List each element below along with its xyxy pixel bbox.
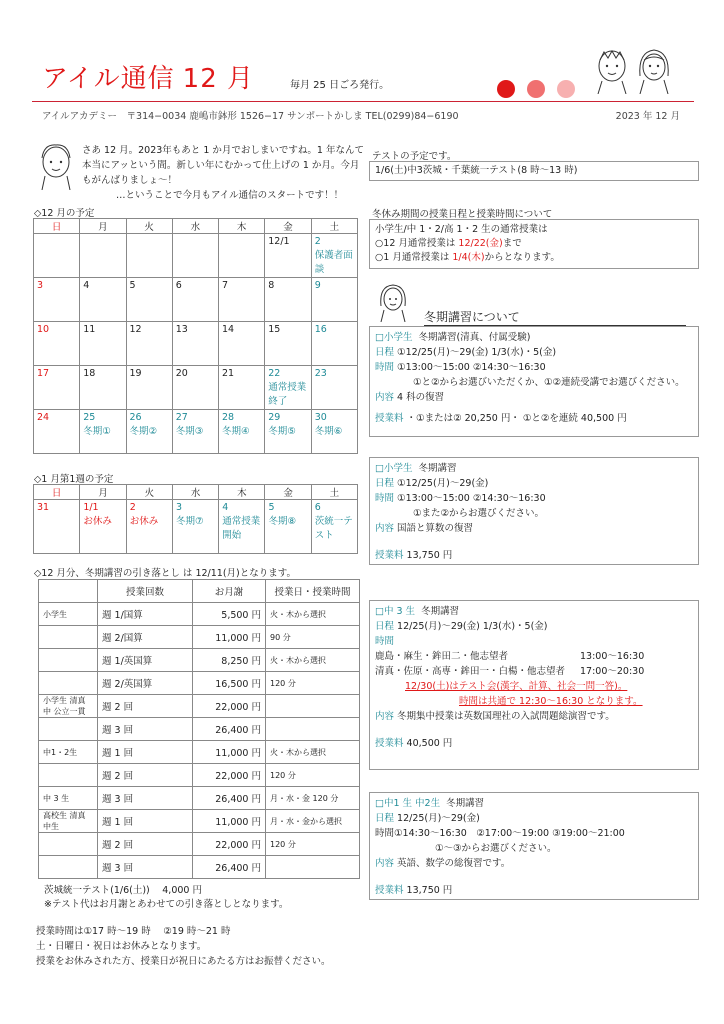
- calendar-date: 12: [129, 324, 142, 335]
- label: 内容: [375, 711, 395, 722]
- girl-face-icon: [636, 46, 672, 94]
- test-schedule-title: テストの予定です。: [372, 151, 457, 162]
- lesson-frequency: 週 2/英国算: [98, 672, 193, 695]
- course-times: ①13:00〜15:00 ②14:30〜16:30: [397, 493, 546, 504]
- course-dates: ①12/25(月)〜29(金) 1/3(水)・5(金): [397, 347, 557, 358]
- calendar-day: [265, 234, 311, 278]
- fee-row: [39, 603, 360, 626]
- monthly-fee: 26,400 円: [193, 718, 266, 741]
- staff-face-icon: [378, 282, 408, 322]
- course-title: 冬期講習: [446, 798, 485, 809]
- calendar-event: 保護者面談: [314, 250, 353, 275]
- footer-line: 授業時間は①17 時〜19 時 ②19 時〜21 時: [36, 926, 231, 937]
- calendar-day: [80, 322, 126, 366]
- header-rule: [32, 101, 694, 102]
- fee-row: [39, 787, 360, 810]
- boy-face-icon: [594, 48, 630, 94]
- calendar-day: [219, 500, 265, 554]
- student-group: [39, 649, 98, 672]
- last-regular-class-date: 12/22(金): [458, 238, 503, 249]
- lesson-days: 120 分: [266, 833, 360, 856]
- calendar-date: 21: [222, 368, 235, 379]
- calendar-day: [265, 366, 311, 410]
- lesson-frequency: 週 2 回: [98, 695, 193, 718]
- calendar-week: [34, 410, 358, 454]
- calendar-day: [311, 500, 357, 554]
- calendar-date: 2: [129, 502, 136, 513]
- calendar-day: [80, 410, 126, 454]
- lesson-days: 120 分: [266, 672, 360, 695]
- weekday-header: 木: [219, 485, 265, 500]
- calendar-day: [311, 410, 357, 454]
- text: ○12 月通常授業は: [375, 238, 459, 249]
- fee-row: [39, 718, 360, 741]
- monthly-fee: 8,250 円: [193, 649, 266, 672]
- calendar-week: [34, 366, 358, 410]
- lesson-frequency: 週 3 回: [98, 787, 193, 810]
- test-fee-note: ※テスト代はお月謝とあわせての引き落としとなります。: [44, 899, 289, 910]
- lesson-days: 月・水・金 120 分: [266, 787, 360, 810]
- weekday-header: 水: [172, 219, 218, 234]
- fee-column-header: 授業日・授業時間: [266, 580, 360, 603]
- weekday-header: 火: [126, 219, 172, 234]
- calendar-date: 1/1: [83, 502, 99, 513]
- weekday-header: 金: [265, 219, 311, 234]
- calendar-event: 冬期⑤: [268, 426, 296, 437]
- fee-row: [39, 856, 360, 879]
- lesson-days: 火・木から選択: [266, 603, 360, 626]
- weekday-header: 日: [34, 219, 80, 234]
- fee-column-header: 授業回数: [98, 580, 193, 603]
- lesson-frequency: 週 3 回: [98, 718, 193, 741]
- calendar-date: 22: [268, 368, 281, 379]
- test-session-notice: 12/30(土)はテスト会(漢字、計算、社会一問一答)。: [405, 681, 628, 692]
- weekday-header: 木: [219, 219, 265, 234]
- calendar-week: [34, 278, 358, 322]
- course-times: ①14:30〜16:30 ②17:00〜19:00 ③19:00〜21:00: [394, 828, 625, 839]
- calendar-date: 3: [175, 502, 182, 513]
- calendar-event: 通常授業終了: [268, 382, 307, 407]
- december-calendar: [33, 218, 358, 454]
- calendar-day: [172, 366, 218, 410]
- monthly-fee: 22,000 円: [193, 833, 266, 856]
- calendar-day: [265, 322, 311, 366]
- test-fee: 茨城統一テスト(1/6(土)) 4,000 円: [44, 885, 202, 896]
- winter-course-heading: 冬期講習について: [424, 308, 686, 326]
- calendar-date: 23: [314, 368, 327, 379]
- calendar-day: [126, 234, 172, 278]
- label: 時間: [375, 636, 395, 647]
- course-content: 冬期集中授業は英数国理社の入試問題総演習です。: [397, 711, 615, 722]
- fee-row: [39, 649, 360, 672]
- weekday-header: 土: [311, 485, 357, 500]
- winter-course-junior12-box: [369, 792, 699, 900]
- lesson-frequency: 週 1 回: [98, 810, 193, 833]
- fee-row: [39, 833, 360, 856]
- calendar-day: [80, 366, 126, 410]
- calendar-date: 13: [175, 324, 188, 335]
- calendar-day: [311, 234, 357, 278]
- calendar-date: 6: [314, 502, 321, 513]
- calendar-day: [126, 410, 172, 454]
- calendar-date: 2: [314, 236, 321, 247]
- lesson-days: 120 分: [266, 764, 360, 787]
- weekday-header: 火: [126, 485, 172, 500]
- calendar-date: 11: [83, 324, 96, 335]
- label: 内容: [375, 523, 395, 534]
- calendar-event: 冬期③: [175, 426, 204, 437]
- calendar-week: [34, 500, 358, 554]
- calendar-date: 5: [129, 280, 136, 291]
- course-dates: 12/25(月)〜29(金) 1/3(水)・5(金): [397, 621, 548, 632]
- calendar-day: [219, 366, 265, 410]
- lesson-frequency: 週 3 回: [98, 856, 193, 879]
- monthly-fee: 22,000 円: [193, 764, 266, 787]
- label: 授業料: [375, 413, 404, 424]
- teacher-face-icon: [36, 142, 76, 190]
- fee-row: [39, 626, 360, 649]
- calendar-date: 8: [268, 280, 275, 291]
- calendar-week: [34, 322, 358, 366]
- lesson-days: [266, 695, 360, 718]
- decor-dot: [497, 80, 515, 98]
- school-address: アイルアカデミー 〒314−0034 鹿嶋市鉢形 1526−17 サンポートかしま TEL(0299)84−6190: [42, 111, 459, 122]
- fees-title: ◇12 月分、冬期講習の引き落とし は 12/11(月)となります。: [34, 568, 296, 579]
- calendar-date: 30: [314, 412, 327, 423]
- group-time: 17:00〜20:30: [580, 666, 645, 677]
- lesson-frequency: 週 1 回: [98, 741, 193, 764]
- calendar-day: [34, 366, 80, 410]
- calendar-day: [172, 322, 218, 366]
- student-group: 小学生 清真中 公立一貫: [39, 695, 98, 718]
- lesson-frequency: 週 2/国算: [98, 626, 193, 649]
- course-times: ①13:00〜15:00 ②14:30〜16:30: [397, 362, 546, 373]
- label: 内容: [375, 392, 395, 403]
- time-note: ①また②からお選びください。: [413, 508, 545, 519]
- weekday-header: 日: [34, 485, 80, 500]
- calendar-day: [219, 322, 265, 366]
- calendar-date: 20: [175, 368, 188, 379]
- text: からとなります。: [484, 252, 560, 263]
- calendar-date: 25: [83, 412, 96, 423]
- calendar-date: 24: [37, 412, 50, 423]
- label: 日程: [375, 347, 395, 358]
- calendar-event: お休み: [129, 516, 159, 527]
- student-group: [39, 672, 98, 695]
- lesson-frequency: 週 1/英国算: [98, 649, 193, 672]
- fee-row: [39, 741, 360, 764]
- calendar-date: 7: [222, 280, 229, 291]
- calendar-week: [34, 234, 358, 278]
- label: 時間: [375, 362, 395, 373]
- calendar-date: 9: [314, 280, 321, 291]
- fee-row: [39, 810, 360, 833]
- monthly-fee: 11,000 円: [193, 626, 266, 649]
- calendar-day: [172, 278, 218, 322]
- course-content: 英語、数学の総復習です。: [397, 858, 511, 869]
- calendar-day: [265, 410, 311, 454]
- lesson-frequency: 週 2 回: [98, 833, 193, 856]
- calendar-date: 19: [129, 368, 142, 379]
- label: 日程: [375, 621, 395, 632]
- first-regular-class-date: 1/4(木): [452, 252, 485, 263]
- label: 時間: [375, 828, 395, 839]
- course-dates: ①12/25(月)〜29(金): [397, 478, 489, 489]
- calendar-event: 冬期⑦: [175, 516, 204, 527]
- calendar-date: 5: [268, 502, 275, 513]
- calendar-event: 冬期①: [83, 426, 111, 437]
- winter-break-box: [369, 219, 699, 269]
- monthly-fee: 11,000 円: [193, 741, 266, 764]
- lesson-frequency: 週 1/国算: [98, 603, 193, 626]
- calendar-day: [311, 366, 357, 410]
- weekday-header: 月: [80, 485, 126, 500]
- winter-break-title: 冬休み期間の授業日程と授業時間について: [372, 209, 553, 220]
- course-fee: 13,750 円: [406, 550, 453, 561]
- calendar-day: [311, 278, 357, 322]
- student-group: 中1・2生: [39, 741, 98, 764]
- student-group: [39, 833, 98, 856]
- calendar-date: 31: [37, 502, 50, 513]
- calendar-date: 17: [37, 368, 50, 379]
- lesson-days: [266, 718, 360, 741]
- calendar-event: 冬期⑧: [268, 516, 296, 527]
- course-title: 冬期講習: [418, 463, 457, 474]
- intro-line: …ということで今月もアイル通信のスタートです！！: [116, 190, 344, 201]
- calendar-day: [265, 278, 311, 322]
- calendar-event: 茨統一テスト: [314, 516, 353, 541]
- winter-break-line: [375, 251, 693, 265]
- time-note: ①〜③からお選びください。: [435, 843, 557, 854]
- lesson-frequency: 週 2 回: [98, 764, 193, 787]
- winter-course-junior3-box: [369, 600, 699, 770]
- tuition-fee-table: [38, 579, 360, 879]
- label: 授業料: [375, 885, 404, 896]
- calendar-day: [126, 322, 172, 366]
- calendar-day: [126, 278, 172, 322]
- monthly-fee: 26,400 円: [193, 856, 266, 879]
- calendar-day: [219, 234, 265, 278]
- calendar-day: [80, 278, 126, 322]
- calendar-event: 通常授業開始: [222, 516, 261, 541]
- student-group: 中 3 生: [39, 787, 98, 810]
- calendar-date: 3: [37, 280, 44, 291]
- weekday-header: 水: [172, 485, 218, 500]
- class-hours-info: [36, 924, 331, 969]
- test-session-time: 時間は共通で 12:30〜16:30 となります。: [459, 696, 643, 707]
- january-schedule-title: ◇1 月第1週の予定: [34, 474, 114, 485]
- decor-dot: [557, 80, 575, 98]
- winter-break-line: [375, 237, 693, 251]
- course-label: □小学生: [375, 332, 413, 343]
- monthly-fee: 11,000 円: [193, 810, 266, 833]
- time-note: ①と②からお選びいただくか、①②連続受講でお選びください。: [413, 377, 685, 388]
- fee-column-header: お月謝: [193, 580, 266, 603]
- calendar-date: 4: [83, 280, 90, 291]
- calendar-day: [311, 322, 357, 366]
- issue-date: 2023 年 12 月: [615, 111, 680, 122]
- label: 日程: [375, 813, 395, 824]
- december-schedule-title: ◇12 月の予定: [34, 208, 95, 219]
- calendar-date: 6: [175, 280, 182, 291]
- group-time: 13:00〜16:30: [580, 651, 645, 662]
- label: 授業料: [375, 738, 404, 749]
- course-content: 4 科の復習: [397, 392, 445, 403]
- lesson-days: 月・水・金から選択: [266, 810, 360, 833]
- student-group: [39, 626, 98, 649]
- fee-column-header: [39, 580, 98, 603]
- test-schedule-item: 1/6(土)中3茨城・千葉統一テスト(8 時〜13 時): [375, 165, 578, 176]
- calendar-event: お休み: [83, 516, 112, 527]
- student-group: [39, 764, 98, 787]
- monthly-fee: 16,500 円: [193, 672, 266, 695]
- calendar-date: 26: [129, 412, 142, 423]
- calendar-day: [172, 410, 218, 454]
- calendar-date: 10: [37, 324, 50, 335]
- calendar-date: 28: [222, 412, 235, 423]
- course-fee: 40,500 円: [406, 738, 453, 749]
- intro-line: さあ 12 月。2023年もあと 1 か月でおしまいですね。1 年なんて本当にアッという間。新しい年にむかって仕上げの 1 か月。今月もがんばりましょ〜！: [82, 145, 364, 186]
- student-group: 高校生 清真中生: [39, 810, 98, 833]
- weekday-header: 月: [80, 219, 126, 234]
- decor-dot: [527, 80, 545, 98]
- lesson-days: 火・木から選択: [266, 649, 360, 672]
- text: ○1 月通常授業は: [375, 252, 453, 263]
- calendar-event: 冬期④: [222, 426, 250, 437]
- calendar-date: 27: [175, 412, 188, 423]
- course-dates: 12/25(月)〜29(金): [397, 813, 480, 824]
- calendar-day: [219, 278, 265, 322]
- calendar-day: [34, 322, 80, 366]
- winter-course-elementary-box: [369, 457, 699, 565]
- text: まで: [502, 238, 522, 249]
- calendar-date: 4: [222, 502, 229, 513]
- calendar-event: 冬期⑥: [314, 426, 343, 437]
- winter-course-elementary-exam-box: [369, 326, 699, 437]
- label: 内容: [375, 858, 395, 869]
- weekday-header: 金: [265, 485, 311, 500]
- footer-line: 土・日曜日・祝日はお休みとなります。: [36, 941, 207, 952]
- footer-line: 授業をお休みされた方、授業日が祝日にあたる方はお振替ください。: [36, 956, 331, 967]
- monthly-fee: 5,500 円: [193, 603, 266, 626]
- course-title: 冬期講習: [421, 606, 460, 617]
- course-fee: 13,750 円: [406, 885, 453, 896]
- issue-frequency: 毎月 25 日ごろ発行。: [290, 80, 390, 91]
- course-content: 国語と算数の復習: [397, 523, 474, 534]
- january-calendar: [33, 484, 358, 554]
- test-schedule-box: [369, 161, 699, 181]
- title-text: アイル通信: [42, 64, 175, 94]
- calendar-day: [126, 366, 172, 410]
- fee-row: [39, 672, 360, 695]
- course-label: □中 3 生: [375, 606, 416, 617]
- calendar-day: [172, 234, 218, 278]
- calendar-date: 14: [222, 324, 235, 335]
- monthly-fee: 26,400 円: [193, 787, 266, 810]
- school-group: 清真・佐原・高専・鉾田一・白楊・他志望者: [375, 666, 566, 677]
- winter-break-line: 小学生/中 1・2/高 1・2 生の通常授業は: [375, 224, 548, 235]
- fee-row: [39, 764, 360, 787]
- course-label: □中1 生 中2生: [375, 798, 441, 809]
- label: 日程: [375, 478, 395, 489]
- school-group: 鹿島・麻生・鉾田二・他志望者: [375, 651, 509, 662]
- calendar-day: [172, 500, 218, 554]
- newsletter-title: [42, 62, 254, 96]
- calendar-day: [80, 234, 126, 278]
- lesson-days: 90 分: [266, 626, 360, 649]
- calendar-day: [265, 500, 311, 554]
- student-group: 小学生: [39, 603, 98, 626]
- course-fee: ・①または② 20,250 円・ ①と②を連続 40,500 円: [406, 413, 627, 424]
- monthly-fee: 22,000 円: [193, 695, 266, 718]
- lesson-days: 火・木から選択: [266, 741, 360, 764]
- calendar-date: 16: [314, 324, 327, 335]
- calendar-day: [34, 500, 80, 554]
- calendar-day: [219, 410, 265, 454]
- label: 授業料: [375, 550, 404, 561]
- calendar-date: 18: [83, 368, 96, 379]
- calendar-date: 29: [268, 412, 281, 423]
- label: 時間: [375, 493, 395, 504]
- student-group: [39, 718, 98, 741]
- calendar-event: 冬期②: [129, 426, 158, 437]
- weekday-header: 土: [311, 219, 357, 234]
- calendar-day: [80, 500, 126, 554]
- calendar-date: 15: [268, 324, 281, 335]
- fee-row: [39, 695, 360, 718]
- calendar-date: 12/1: [268, 236, 290, 247]
- course-title: 冬期講習(清真、付属受験): [418, 332, 531, 343]
- calendar-day: [34, 234, 80, 278]
- intro-message: [82, 143, 367, 203]
- calendar-day: [34, 278, 80, 322]
- student-group: [39, 856, 98, 879]
- title-month: 12 月: [182, 64, 255, 94]
- course-label: □小学生: [375, 463, 413, 474]
- lesson-days: [266, 856, 360, 879]
- calendar-day: [34, 410, 80, 454]
- calendar-day: [126, 500, 172, 554]
